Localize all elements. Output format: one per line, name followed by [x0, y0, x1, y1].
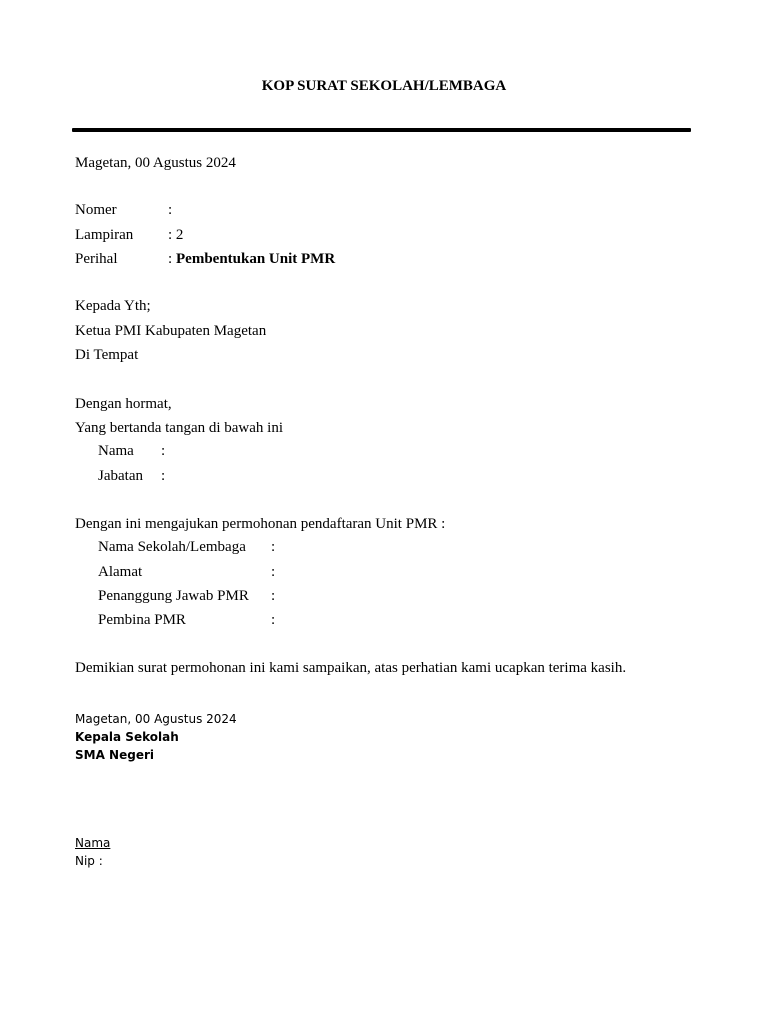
signature-title: Kepala Sekolah: [75, 730, 179, 744]
recipient-line-1: Kepada Yth;: [75, 298, 151, 314]
nomer-label: Nomer: [75, 202, 117, 218]
application-intro: Dengan ini mengajukan permohonan pendaftaran Unit PMR :: [75, 516, 446, 532]
school-name-colon: :: [271, 539, 276, 555]
perihal-colon: :: [168, 251, 173, 267]
greeting: Dengan hormat,: [75, 396, 172, 412]
lampiran-value: : 2: [168, 227, 184, 243]
advisor-label: Pembina PMR: [98, 612, 186, 628]
signer-position-colon: :: [161, 468, 166, 484]
letterhead-title: KOP SURAT SEKOLAH/LEMBAGA: [261, 78, 507, 94]
address-label: Alamat: [98, 564, 143, 580]
perihal-label: Perihal: [75, 251, 118, 267]
signer-position-label: Jabatan: [98, 468, 143, 484]
letter-date: Magetan, 00 Agustus 2024: [75, 155, 236, 171]
advisor-colon: :: [271, 612, 276, 628]
nomer-value: :: [168, 202, 173, 218]
pic-colon: :: [271, 588, 276, 604]
pic-label: Penanggung Jawab PMR: [98, 588, 249, 604]
signature-school: SMA Negeri: [75, 748, 154, 762]
closing-text: Demikian surat permohonan ini kami sampaikan, atas perhatian kami ucapkan terima kasih.: [75, 660, 627, 676]
recipient-line-2: Ketua PMI Kabupaten Magetan: [75, 323, 267, 339]
signature-name: Nama: [75, 836, 111, 850]
signer-intro: Yang bertanda tangan di bawah ini: [75, 420, 284, 436]
signer-name-label: Nama: [98, 443, 134, 459]
recipient-line-3: Di Tempat: [75, 347, 139, 363]
perihal-value: Pembentukan Unit PMR: [176, 251, 336, 267]
lampiran-label: Lampiran: [75, 227, 134, 243]
signature-date: Magetan, 00 Agustus 2024: [75, 712, 237, 726]
address-colon: :: [271, 564, 276, 580]
signer-name-colon: :: [161, 443, 166, 459]
signature-nip: Nip :: [75, 854, 103, 868]
school-name-label: Nama Sekolah/Lembaga: [98, 539, 246, 555]
letterhead-divider: [72, 128, 691, 132]
